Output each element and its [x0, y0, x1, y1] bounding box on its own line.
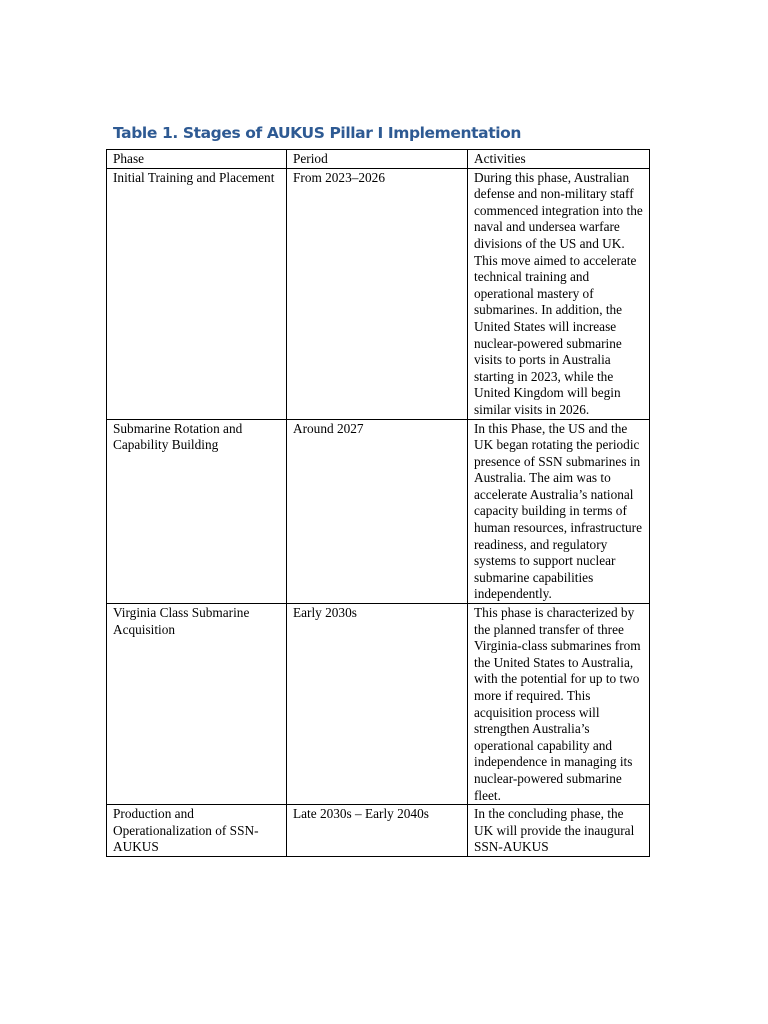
- activities-cell: During this phase, Australian defense and non-military staff commenced integration into the naval and undersea warfare divisions of the US and UK. This move aimed to accelerate technical training and operational mastery of submarines. In addition, the United States will increase nuclear-powered submarine visits to ports in Australia starting in 2023, while the United Kingdom will begin similar visits in 2026.: [468, 168, 650, 419]
- header-phase: Phase: [107, 150, 287, 169]
- header-activities: Activities: [468, 150, 650, 169]
- table-row: [107, 604, 650, 805]
- phase-cell: Virginia Class Submarine Acquisition: [107, 604, 287, 805]
- period-cell: Early 2030s: [287, 604, 468, 805]
- header-period: Period: [287, 150, 468, 169]
- activities-cell: This phase is characterized by the planned transfer of three Virginia-class submarines from the United States to Australia, with the potential for up to two more if required. This acquisition process will strengthen Australia’s operational capability and independence in managing its nuclear-powered submarine fleet.: [468, 604, 650, 805]
- activities-cell: In this Phase, the US and the UK began rotating the periodic presence of SSN submarines in Australia. The aim was to accelerate Australia’s national capacity building in terms of human resources, infrastructure readiness, and regulatory systems to support nuclear submarine capabilities independently.: [468, 419, 650, 604]
- table-row: [107, 168, 650, 419]
- stages-table: [106, 149, 650, 857]
- table-header-row: [107, 150, 650, 169]
- period-cell: Around 2027: [287, 419, 468, 604]
- period-cell: Late 2030s – Early 2040s: [287, 805, 468, 857]
- phase-cell: Submarine Rotation and Capability Building: [107, 419, 287, 604]
- table-title: Table 1. Stages of AUKUS Pillar I Implementation: [113, 124, 522, 142]
- phase-cell: Initial Training and Placement: [107, 168, 287, 419]
- table-row: [107, 805, 650, 857]
- period-cell: From 2023–2026: [287, 168, 468, 419]
- table-row: [107, 419, 650, 604]
- activities-cell: In the concluding phase, the UK will provide the inaugural SSN-AUKUS: [468, 805, 650, 857]
- phase-cell: Production and Operationalization of SSN-AUKUS: [107, 805, 287, 857]
